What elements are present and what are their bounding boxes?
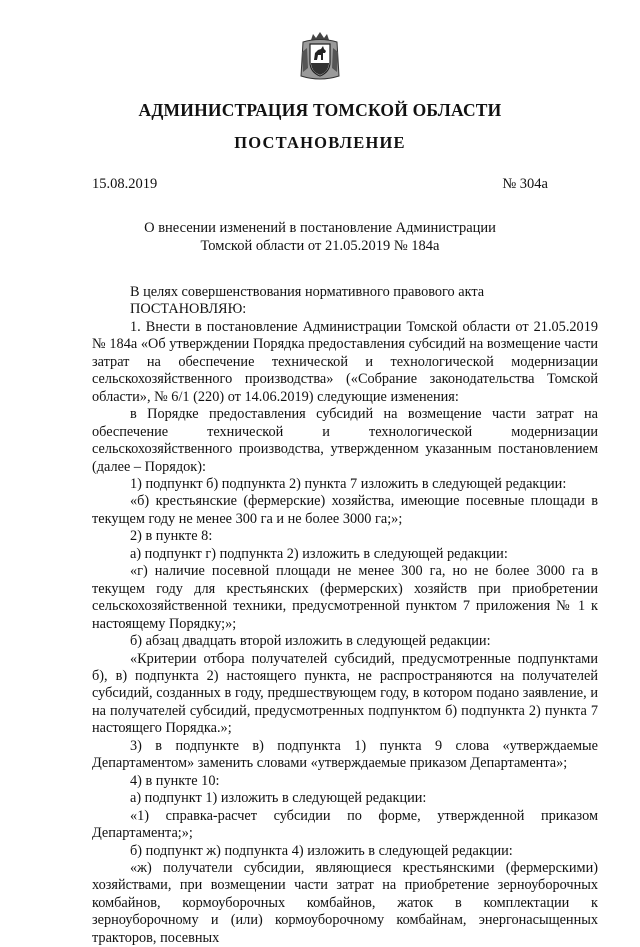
body-paragraph: 3) в подпункте в) подпункта 1) пункта 9 слова «утверждаемые Департаментом» заменить словами «утверждаемые приказом Департамента»; <box>92 737 598 772</box>
body-paragraph: б) абзац двадцать второй изложить в следующей редакции: <box>130 633 491 650</box>
body-paragraph: «б) крестьянские (фермерские) хозяйства, имеющие посевные площади в текущем году не менее 300 га и не более 3000 га;»; <box>92 493 598 527</box>
body-paragraph: в Порядке предоставления субсидий на возмещение части затрат на обеспечение технической и технологической модернизации сельскохозяйственного производства, утвержденном указанным постановлением (далее – Порядок): <box>92 406 598 475</box>
body-paragraph: ПОСТАНОВЛЯЮ: <box>130 301 247 318</box>
body-paragraph: 2) в пункте 8: <box>130 528 213 545</box>
organization-title: АДМИНИСТРАЦИЯ ТОМСКОЙ ОБЛАСТИ <box>138 100 502 120</box>
body-paragraph: В целях совершенствования нормативного правового акта <box>130 284 485 300</box>
body-paragraph: а) подпункт 1) изложить в следующей редакции: <box>130 790 427 807</box>
subject-line: О внесении изменений в постановление Администрации <box>144 220 496 236</box>
subject-line: Томской области от 21.05.2019 № 184а <box>200 237 440 254</box>
document-subject <box>120 220 520 255</box>
document-body <box>92 284 598 947</box>
tomsk-coat-of-arms-icon <box>299 32 341 84</box>
body-paragraph: 1. Внести в постановление Администрации Томской области от 21.05.2019 № 184а «Об утверждении Порядка предоставления субсидий на возмещение части затрат на обеспечение технической и технологической модернизации сельскохозяйственного производства» («Собрание законодательства Томской области», № 6/1 (220) от 14.06.2019) следующие изменения: <box>92 318 598 405</box>
document-number: № 304а <box>502 176 548 192</box>
body-paragraph: б) подпункт ж) подпункта 4) изложить в следующей редакции: <box>130 842 513 859</box>
document-type-title: ПОСТАНОВЛЕНИЕ <box>234 133 406 152</box>
body-paragraph: «г) наличие посевной площади не менее 300 га, но не более 3000 га в текущем году для крестьянских (фермерских) хозяйств при приобретении сельскохозяйственной техники, предусмотренной пунктом 7 приложения № 1 к настоящему Порядку;»; <box>92 563 598 632</box>
body-paragraph: «1) справка-расчет субсидии по форме, утвержденной приказом Департамента;»; <box>92 807 598 842</box>
document-date: 15.08.2019 <box>92 176 158 192</box>
body-paragraph: «ж) получатели субсидии, являющиеся крестьянскими (фермерскими) хозяйствами, при возмещении части затрат на приобретение зерноуборочных комбайнов, кормоуборочных комбайнов, жаток в комплектации к зерноуборочному и (или) кормоуборочному комбайнам, энергонасыщенных тракторов, посевных <box>92 859 598 946</box>
body-paragraph: 1) подпункт б) подпункта 2) пункта 7 изложить в следующей редакции: <box>130 475 567 492</box>
body-paragraph: 4) в пункте 10: <box>130 772 220 789</box>
body-paragraph: а) подпункт г) подпункта 2) изложить в следующей редакции: <box>130 545 508 562</box>
body-paragraph: «Критерии отбора получателей субсидий, предусмотренные подпунктами б), в) подпункта 2) настоящего пункта, не распространяются на получателей субсидий, созданных в году, предшествующем году, в котором подано заявление, и на получателей субсидий, предусмотренных подпунктом б) подпункта 2) пункта 7 настоящего Порядка.»; <box>92 650 598 737</box>
